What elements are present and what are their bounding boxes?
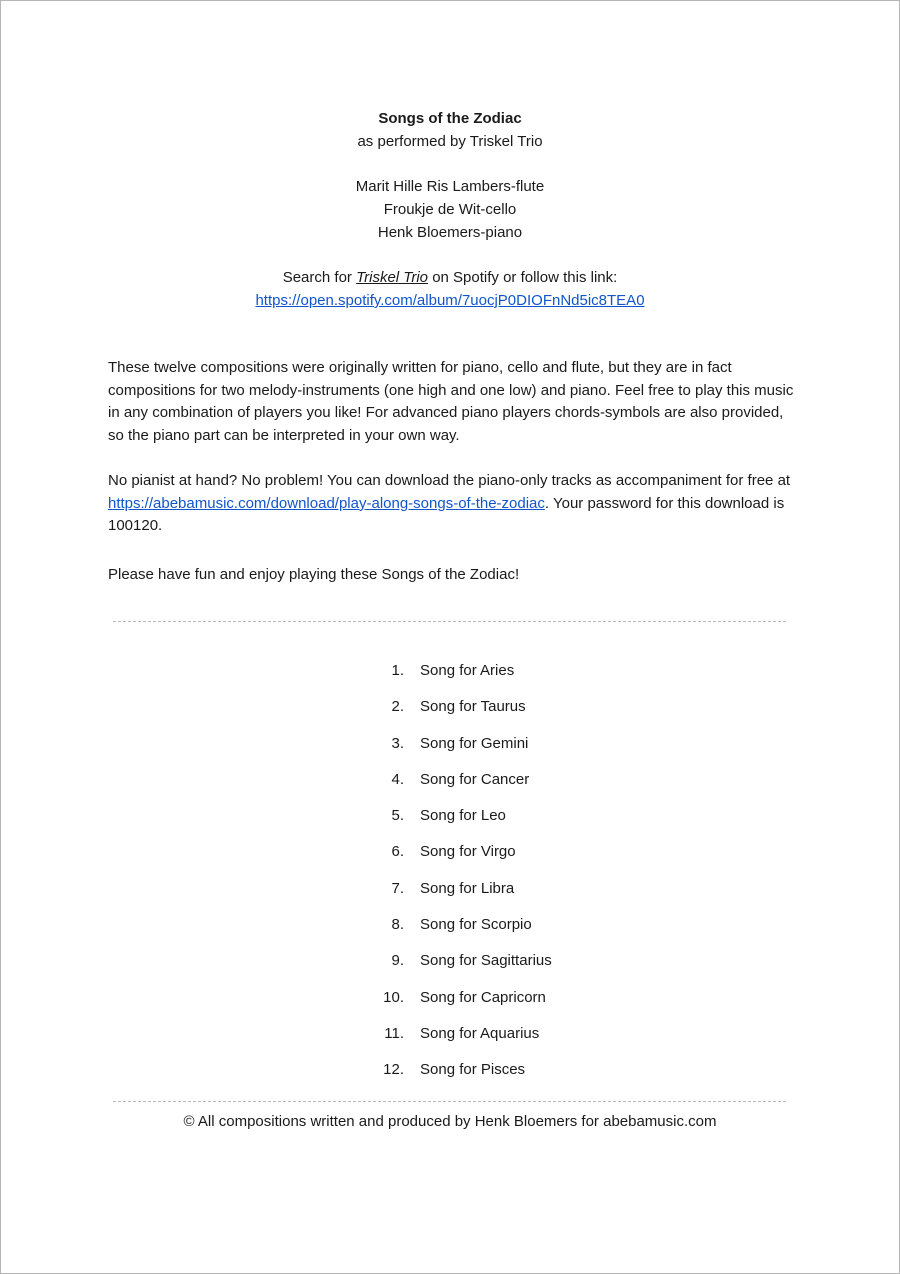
- list-item: [360, 695, 660, 731]
- list-item: [360, 840, 660, 876]
- song-title: Song for Libra: [420, 879, 515, 897]
- performer-piano: Henk Bloemers-piano: [377, 224, 523, 241]
- list-item: [360, 1058, 660, 1094]
- song-number: 5.: [391, 807, 404, 825]
- song-number: 8.: [391, 916, 404, 934]
- list-item: [360, 1022, 660, 1058]
- search-suffix: on Spotify or follow this link:: [428, 269, 618, 286]
- performer-flute: Marit Hille Ris Lambers-flute: [355, 178, 545, 195]
- list-item: [360, 732, 660, 768]
- song-list: [360, 659, 660, 1095]
- song-title: Song for Aquarius: [420, 1024, 540, 1042]
- song-title: Song for Taurus: [420, 698, 526, 716]
- song-number: 1.: [391, 662, 404, 679]
- download-link[interactable]: https://abebamusic.com/download/play-along-songs-of-the-zodiac: [108, 494, 545, 512]
- download-suffix: . Your password for this download is 100120.: [108, 494, 785, 535]
- song-number: 11.: [384, 1024, 404, 1042]
- spotify-album-link[interactable]: https://open.spotify.com/album/7uocjP0DIOFnNd5ic8TEA0: [255, 292, 645, 309]
- closing-paragraph: Please have fun and enjoy playing these Songs of the Zodiac!: [108, 566, 520, 583]
- song-title: Song for Cancer: [420, 770, 530, 788]
- list-item: [360, 659, 660, 695]
- song-number: 6.: [391, 843, 404, 861]
- song-number: 4.: [391, 770, 404, 788]
- song-number: 12.: [383, 1061, 404, 1079]
- search-prefix: Search for: [282, 269, 357, 286]
- song-number: 9.: [391, 952, 404, 970]
- list-item: [360, 913, 660, 949]
- download-prefix: No pianist at hand? No problem! You can download the piano-only tracks as accompaniment for free at: [108, 472, 791, 489]
- spotify-link-line: [0, 289, 900, 312]
- song-number: 2.: [391, 698, 404, 716]
- spotify-search-line: [0, 266, 900, 289]
- list-item: [360, 804, 660, 840]
- performer-cello: Froukje de Wit-cello: [383, 201, 517, 218]
- song-title: Song for Sagittarius: [420, 952, 552, 970]
- list-item: [360, 877, 660, 913]
- song-title: Song for Gemini: [420, 734, 529, 752]
- song-number: 3.: [391, 734, 404, 752]
- song-title: Song for Aries: [420, 662, 515, 679]
- list-item: [360, 986, 660, 1022]
- list-item: [360, 768, 660, 804]
- song-number: 10.: [383, 988, 404, 1006]
- song-number: 7.: [391, 879, 404, 897]
- list-item: [360, 949, 660, 985]
- divider-bottom: [113, 1101, 786, 1102]
- triskel-trio-name: Triskel Trio: [356, 269, 429, 286]
- song-title: Song for Virgo: [420, 843, 516, 861]
- footer-copyright: © All compositions written and produced by Henk Bloemers for abebamusic.com: [183, 1113, 717, 1130]
- page-title: Songs of the Zodiac: [378, 110, 522, 127]
- download-paragraph: [108, 470, 798, 538]
- song-title: Song for Capricorn: [420, 988, 546, 1006]
- page-subtitle: as performed by Triskel Trio: [357, 133, 543, 150]
- song-title: Song for Scorpio: [420, 916, 532, 934]
- song-title: Song for Pisces: [420, 1061, 526, 1079]
- intro-paragraph: These twelve compositions were originally written for piano, cello and flute, but they are in fact compositions for two melody-instruments (one high and one low) and piano. Feel free to play this music in any combination of players you like! For advanced piano players chords-symbols are also provided, so the piano part can be interpreted in your own way.: [108, 359, 794, 445]
- song-title: Song for Leo: [420, 807, 506, 825]
- divider-top: [113, 621, 786, 622]
